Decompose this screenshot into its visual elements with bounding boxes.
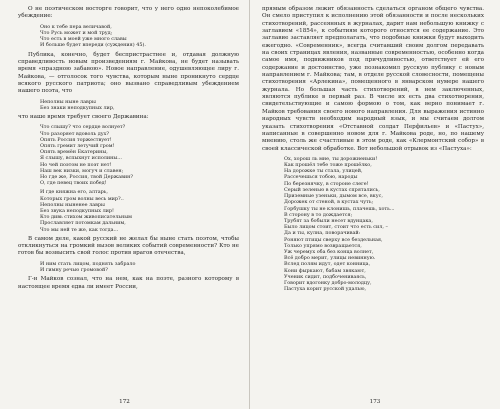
verse-line: Рассечешься тобою, народы [284, 174, 358, 181]
verse-line: Неполны ныне лавры [40, 98, 96, 105]
verse-quote [40, 124, 239, 186]
verse-line: Горбушку ты не клонишь, плачешь, хоть... [284, 205, 395, 212]
verse-line: Что слышу? что сердце волнует? [40, 124, 126, 131]
verse-line: Только упрямо возвращается, [284, 242, 362, 249]
verse-quote [284, 156, 484, 292]
verse-line: Что разоряет вдоволь дух? [40, 130, 110, 137]
verse-line: Как прошёл тебе тоже прошёлко, [284, 162, 372, 169]
verse-line: О, где певец твоих побед! [40, 180, 107, 187]
verse-line: Приземные узеньки, дымом все, вкус, [284, 193, 383, 200]
verse-line: В сторону в то дождается; [284, 211, 353, 218]
right-page [250, 0, 500, 409]
verse-line: Ученик сидит, подбочениваясь, [284, 273, 367, 280]
verse-line: И больше будет впереди (суждения) 45). [40, 42, 146, 49]
verse-line: Но чей поэтом не поэт нет! [40, 161, 112, 168]
verse-line: Дорожек от стеной, в кустах чуть; [284, 199, 374, 206]
verse-line: Что мы ней те же, как тогда... [40, 226, 119, 233]
verse-line: Которых гром волны весь мир?.. [40, 195, 124, 202]
verse-line: По березнячку, в стороне слеге! [284, 180, 369, 187]
verse-line: Прославляет потомкам дальним, [40, 220, 126, 227]
paragraph: прямым образом лежит обязанность сделаться органом общего чувства. Он смело приступил к исполнению этой обязанности и после нескольких стихотворений, рассеянных в журналах, дарит нам небольшую книжку с заглавием «1854», к событиям которого относятся ее содержание. Это заглавие заставляет предполагать, что подобные книжки будут выходить ежегодно. «Современник», всегда считавший своим долгом передавать на своих страницах явления, названные современностью, особенно когда самое имя, подвижников под причудливостью, ответствует ей его содержание и достоинство, уже познакомил русскую публику с новым направлением г. Майкова; там, в отделе русской словесности, помещены стихотворения «Арлекина», помещенного в январском нумере нашего журнала. Но большая часть стихотворений, в нем заключенных, являются публике в первый раз. В числе их есть два стихотворения, свидетельствующие и самою формою о том, как верно понимает г. Майков требования своего нового направления. Для выражения истинно народных чувств необходим народный язык, и мы считаем долгом указать стихотворения «Отставной солдат Перфильев» и «Пастух», написанные в совершенно новом для г. Майкова роде, но, по нашему мнению, столь же счастливые в этом роде, как «Клермонтский собор» в своей классической обработке. Вот небольшой отрывок из «Пастуха»: [262, 6, 484, 152]
verse-line: И где княжна его, алтарь, [40, 189, 108, 196]
verse-quote [40, 24, 239, 49]
verse-line: Было лицом стоит, стоит что есть сил, – [284, 224, 388, 231]
verse-line: И гимну речью громовой? [40, 267, 108, 273]
verse-line: Что есть в моей уже много славы [40, 36, 127, 43]
paragraph: Г-н Майков сознал, что на нем, как на поэте, разного которому в настоящее время едва ли имеет России, [18, 276, 239, 290]
verse-line: Серый зеленью в кустах спрятались, [284, 186, 380, 193]
verse-quote [40, 99, 239, 111]
verse-line: Опять Россия торжествует! [40, 136, 112, 143]
verse-line: Без звука неподкупных лир! [40, 207, 115, 214]
verse-line: И ним стать лицом, поднять забрало [40, 260, 136, 267]
verse-line: Пастуха корит русской удалью, [284, 286, 367, 293]
verse-line: Трубят за бобыли несет вдунцака, [284, 217, 373, 224]
page-number-right: 173 [369, 399, 381, 405]
verse-line: Без знаки неподкупных лир, [40, 104, 115, 111]
verse-line: Опять гремит летучий гром! [40, 142, 115, 149]
verse-quote [40, 261, 239, 273]
paragraph: Публика, конечно, будет беспристрастнее и, отдавая должную справедливость новым произведениям г. Майкова, не будет называть время «праздною забавою». Новое направление, одушевляющее лиру г. Майкова, — отголосок того чувства, которым ныне проникнуто сердце всякого русского патриота; оно вызвано справедливым убеждением нашего поэта, что [18, 51, 239, 95]
left-page-content [18, 6, 239, 291]
paragraph: В самом деле, какой русский не желал бы ныне стать поэтом, чтобы откликнуться на громкий вызов великих событий современности? Кто не готов бы возвысить свой голос против врагов отечества, [18, 235, 239, 257]
verse-line: Говорит вдогонку добро-молодцу, [284, 279, 372, 286]
verse-line: Но где же, Россия, твой Державин? [40, 173, 133, 180]
verse-line: Всё добро мерит, улицы невинную. [284, 255, 376, 262]
verse-line: На дорожке ты стала, улицей, [284, 168, 363, 175]
page-number-left: 172 [119, 399, 130, 405]
paragraph: О не поэтическом восторге говорит, что у него одно непоколебимое убеждение: [18, 6, 239, 20]
verse-line: Кто дивь стихом живописательным [40, 214, 132, 221]
verse-line: Уж черемух оба без конца волнет, [284, 248, 374, 255]
verse-line: Вслед полям идут, одет конница, [284, 261, 371, 268]
paragraph: что наше время требует своего Державина: [18, 113, 149, 120]
verse-line: Я слышу, вспыхнут исполины... [40, 155, 122, 162]
verse-line: Да и ты, кулна, поворачивай: [284, 230, 361, 237]
verse-line: Кони фыркают, бабам звякают, [284, 267, 366, 274]
verse-line: Что Русь может и мой труд; [40, 29, 113, 36]
verse-line: Наш век низки, могуч и славен; [40, 167, 124, 174]
verse-quote [40, 189, 239, 232]
verse-line: Неполны ныненее лавры [40, 201, 105, 208]
verse-line: Опять времён Екатерины, [40, 149, 108, 156]
right-page-content [262, 6, 484, 292]
verse-line: Роняют птицы сверху все бездельная, [284, 236, 383, 243]
verse-line: Ох, хорош ль мне, ты дорожненьки! [284, 155, 378, 162]
verse-line: Оно к тебе пера величавой, [40, 23, 112, 30]
